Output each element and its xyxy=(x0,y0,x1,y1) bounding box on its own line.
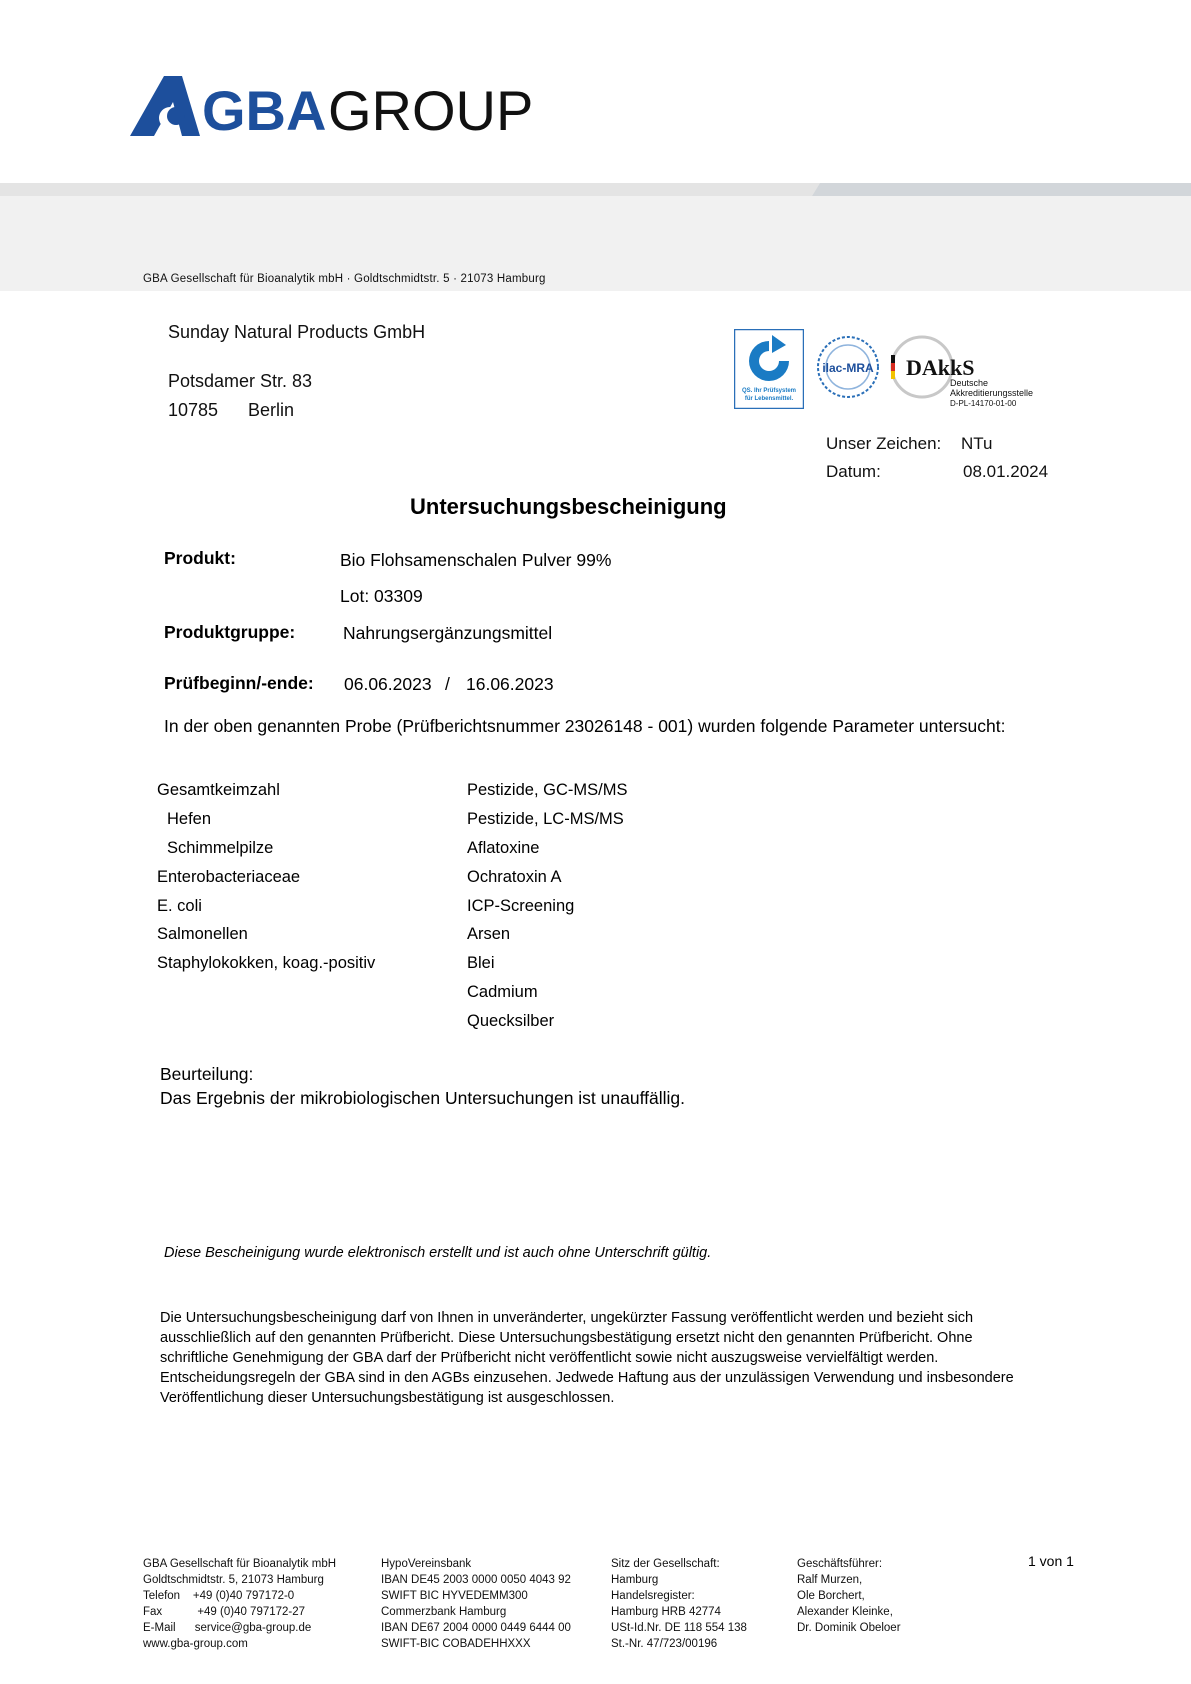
logo-text-bold: GBA xyxy=(202,79,327,142)
reference-label: Unser Zeichen: xyxy=(826,434,942,453)
param-right-item: Pestizide, GC-MS/MS xyxy=(467,781,628,799)
footer-management: Geschäftsführer: Ralf Murzen, Ole Borchert, Alexander Kleinke, Dr. Dominik Obeloer xyxy=(797,1558,901,1634)
param-right-item: Pestizide, LC-MS/MS xyxy=(467,810,624,828)
product-label: Produkt: xyxy=(164,548,236,568)
param-left-item: Staphylokokken, koag.-positiv xyxy=(157,954,376,972)
recipient-street: Potsdamer Str. 83 xyxy=(168,371,313,391)
intro-text: In der oben genannten Probe (Prüfberichtsnummer 23026148 - 001) wurden folgende Parameter untersucht: xyxy=(164,716,1006,736)
param-left-item: Salmonellen xyxy=(157,925,248,943)
sender-line: GBA Gesellschaft für Bioanalytik mbH · Goldtschmidtstr. 5 · 21073 Hamburg xyxy=(143,273,546,285)
disclaimer-line: Die Untersuchungsbescheinigung darf von Ihnen in unveränderter, ungekürzter Fassung veröffentlicht werden und bezieht sich xyxy=(160,1310,974,1326)
param-left-item: Schimmelpilze xyxy=(167,839,274,857)
test-period-start: 06.06.2023 xyxy=(344,674,432,694)
lot-number: Lot: 03309 xyxy=(340,586,423,606)
footer-company: GBA Gesellschaft für Bioanalytik mbH Goldtschmidtstr. 5, 21073 Hamburg Telefon +49 (0)40 797172-0 Fax +49 (0)40 797172-27 E-Mail service@gba-group.de www.gba-group.com xyxy=(143,1558,337,1650)
footer-registration: Sitz der Gesellschaft: Hamburg Handelsregister: Hamburg HRB 42774 USt-Id.Nr. DE 118 554 138 St.-Nr. 47/723/00196 xyxy=(611,1558,747,1650)
recipient-zip: 10785 xyxy=(168,400,219,420)
svg-text:D-PL-14170-01-00: D-PL-14170-01-00 xyxy=(950,399,1017,408)
param-left-item: Hefen xyxy=(167,810,212,828)
assessment-label: Beurteilung: xyxy=(160,1064,254,1084)
product-value: Bio Flohsamenschalen Pulver 99% xyxy=(340,550,612,570)
test-period-separator: / xyxy=(445,674,450,694)
footer-bank: HypoVereinsbank IBAN DE45 2003 0000 0050 4043 92 SWIFT BIC HYVEDEMM300 Commerzbank Hamburg IBAN DE67 2004 0000 0449 6444 00 SWIFT-BIC COBADEHHXXX xyxy=(381,1558,571,1650)
disclaimer-line: ausschließlich auf den genannten Prüfbericht. Diese Untersuchungsbestätigung ersetzt nicht den genannten Prüfbericht. Ohne xyxy=(160,1330,973,1346)
param-left-item: Enterobacteriaceae xyxy=(157,868,301,886)
param-right-item: Cadmium xyxy=(467,983,538,1001)
svg-text:QS. Ihr Prüfsystem: QS. Ihr Prüfsystem xyxy=(741,388,797,394)
gba-group-logo xyxy=(130,74,690,144)
param-right-item: Aflatoxine xyxy=(467,839,540,857)
logo-text-light: GROUP xyxy=(328,79,534,142)
header-band-stripe xyxy=(0,183,1191,196)
param-right-item: Ochratoxin A xyxy=(467,868,562,886)
test-period-label: Prüfbeginn/-ende: xyxy=(164,673,314,693)
document-title: Untersuchungsbescheinigung xyxy=(410,494,727,519)
param-right-item: ICP-Screening xyxy=(467,897,575,915)
param-left-item: Gesamtkeimzahl xyxy=(157,781,280,799)
product-group-label: Produktgruppe: xyxy=(164,622,296,642)
date-label: Datum: xyxy=(826,462,881,481)
disclaimer xyxy=(160,1308,1080,1408)
svg-text:Akkreditierungsstelle: Akkreditierungsstelle xyxy=(950,388,1034,398)
disclaimer-line: schriftliche Genehmigung der GBA darf der Prüfbericht nicht veröffentlicht sowie nicht auszugsweise vervielfältigt werden. xyxy=(160,1350,939,1366)
param-right-item: Blei xyxy=(467,954,495,972)
disclaimer-line: Veröffentlichung dieser Untersuchungsbestätigung ist ausgeschlossen. xyxy=(160,1390,615,1406)
recipient-company: Sunday Natural Products GmbH xyxy=(168,322,426,342)
param-right-item: Arsen xyxy=(467,925,511,943)
ilac-mra-badge xyxy=(816,333,880,401)
assessment-text: Das Ergebnis der mikrobiologischen Untersuchungen ist unauffällig. xyxy=(160,1088,685,1108)
product-group-value: Nahrungsergänzungsmittel xyxy=(343,623,553,643)
date-value: 08.01.2024 xyxy=(963,462,1049,481)
param-right-item: Quecksilber xyxy=(467,1012,555,1030)
svg-text:für Lebensmittel.: für Lebensmittel. xyxy=(744,396,794,402)
svg-text:Deutsche: Deutsche xyxy=(950,378,989,388)
reference-value: NTu xyxy=(961,434,993,453)
recipient-city: Berlin xyxy=(248,400,295,420)
qs-badge xyxy=(734,329,804,409)
ilac-label: ilac-MRA xyxy=(822,361,874,375)
test-period-end: 16.06.2023 xyxy=(466,674,554,694)
page-number: 1 von 1 xyxy=(1028,1553,1074,1569)
dakks-badge xyxy=(888,333,1046,411)
dakks-name: DAkkS xyxy=(906,355,975,380)
disclaimer-line: Entscheidungsregeln der GBA sind in den AGBs einzusehen. Jedwede Haftung aus der unzulässigen Verwendung und insbesondere xyxy=(160,1370,1014,1386)
electronic-note: Diese Bescheinigung wurde elektronisch erstellt und ist auch ohne Unterschrift gültig. xyxy=(164,1245,712,1261)
param-left-item: E. coli xyxy=(157,897,202,915)
